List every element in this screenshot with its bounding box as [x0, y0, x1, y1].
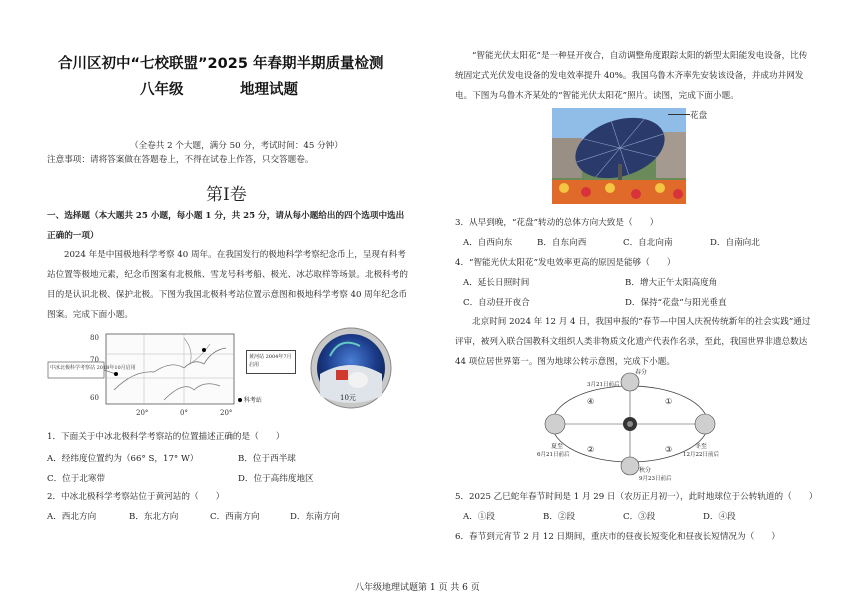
q2-option-b: B．东北方向: [129, 512, 179, 522]
q5-option-d: D．④段: [703, 512, 736, 522]
orbit-summer-date: 6月21日前后: [537, 452, 570, 458]
q2-option-d: D．东南方向: [290, 512, 340, 522]
q1-option-c: C．位于北寒带: [47, 474, 106, 484]
notice: 注意事项：请将答案做在答题卷上，不得在试卷上作答，只交答题卷。: [47, 155, 314, 165]
lon-0-label: 0°: [180, 409, 188, 417]
q5-option-a: A．①段: [463, 512, 495, 522]
q1-option-a: A．经纬度位置约为（66° S，17° W）: [47, 454, 199, 464]
earth-summer: [545, 414, 565, 434]
orbit-autumn: 秋分: [639, 467, 652, 474]
q2-option-c: C．西南方向: [210, 512, 260, 522]
earth-winter: [695, 414, 715, 434]
solar-flower-photo: [552, 108, 686, 204]
q3-stem: 3．从早到晚，“花盘”转动的总体方向大致是（ ）: [455, 218, 659, 228]
lat-80-label: 80: [90, 334, 99, 342]
map-legend: [238, 395, 262, 404]
q6-stem: 6．春节到元宵节 2 月 12 日期间，重庆市的昼夜长短变化和昼夜长短情况为（ ）: [455, 532, 780, 542]
coin-value: 10元: [340, 394, 356, 402]
q3-option-a: A．自西向东: [463, 238, 513, 248]
station-marker: [114, 372, 118, 376]
q5-option-b: B．②段: [543, 512, 576, 522]
exam-info: （全卷共 2 个大题，满分 50 分，考试时间：45 分钟）: [130, 141, 343, 151]
flower-label: 花盘: [690, 111, 708, 121]
passage-solar-flower: “智能光伏太阳花”是一种昼开夜合，自动调整角度跟踪太阳的新型太阳能发电设备，比传统固定式光伏发电设备的发电效率提升 40%。我国乌鲁木齐率先安装该设备，并成功并网发电。下图为乌鲁木齐某处的“智能光伏太阳花”照片。读图，完成下面小题。: [455, 51, 808, 101]
q1-option-b: B．位于西半球: [238, 454, 296, 464]
q4-option-b: B．增大正午太阳高度角: [625, 278, 718, 288]
subject-label: 地理试题: [240, 82, 298, 98]
orbit-seg-2: ②: [587, 445, 595, 454]
earth-revolution-diagram: [535, 368, 725, 482]
q4-option-a: A．延长日照时间: [463, 278, 530, 288]
volume-title: 第Ⅰ卷: [206, 185, 247, 205]
orbit-spring-date: 3月21日前后: [587, 382, 620, 388]
q4-option-d: D．保持“花盘”与阳光垂直: [625, 298, 727, 308]
section-instruction: 一、选择题（本大题共 25 小题，每小题 1 分，共 25 分，请从每小题给出的四个选项中选出正确的一项）: [47, 211, 405, 241]
page-footer: 八年级地理试题第 1 页 共 6 页: [355, 583, 480, 593]
orbit-autumn-date: 9月23日前后: [639, 476, 672, 482]
orbit-seg-1: ①: [665, 397, 673, 406]
lon-20b-label: 20°: [220, 409, 233, 417]
commemorative-coin: [310, 326, 392, 410]
earth-autumn: [621, 457, 639, 475]
flower-label-line: [668, 114, 690, 115]
q4-option-c: C．自动昼开夜合: [463, 298, 530, 308]
orbit-seg-4: ④: [587, 397, 595, 406]
grade-label: 八年级: [140, 82, 184, 98]
q5-stem: 5．2025 乙巳蛇年春节时间是 1 月 29 日（农历正月初一），此时地球位于公转轨道的（ ）: [455, 492, 818, 502]
passage-polar: 2024 年是中国极地科学考察 40 周年。在我国发行的极地科学考察纪念币上，呈现有科考站位置等极地元素，纪念币图案有北极熊、雪龙号科考船、极光、冰芯取样等场景。北极科考的目的是认识北极、保护北极。下图为我国北极科考站位置示意图和极地科学考察 40 周年纪念币图案。完成下面小题。: [47, 250, 408, 320]
huanghe-box: 黄河站 2004年7月启用: [246, 350, 296, 374]
q5-option-c: C．③段: [623, 512, 656, 522]
orbit-spring: 春分: [635, 369, 648, 376]
q2-stem: 2．中冰北极科学考察站位于黄河站的（ ）: [47, 492, 225, 502]
q4-stem: 4．“智能光伏太阳花”发电效率更高的原因是能够（ ）: [455, 258, 676, 268]
orbit-winter: 冬至: [695, 443, 708, 450]
orbit-summer: 夏至: [551, 443, 564, 450]
huanghe-marker: [202, 348, 206, 352]
q3-option-b: B．自东向西: [537, 238, 587, 248]
station-box-label: 中冰北极科学考察站 2018年10月启用: [50, 365, 136, 371]
lon-20a-label: 20°: [136, 409, 149, 417]
q3-option-d: D．自南向北: [710, 238, 760, 248]
q1-stem: 1．下面关于中冰北极科学考察站的位置描述正确的是（ ）: [47, 432, 285, 442]
lat-70-label: 70: [90, 356, 99, 364]
legend-label: 科考站: [243, 397, 262, 404]
passage-spring-festival: 北京时间 2024 年 12 月 4 日，我国申报的“春节—中国人庆祝传统新年的社会实践”通过评审，被列入联合国教科文组织人类非物质文化遗产代表作名录，至此，我国世界非遗总数达 44 项位居世界第一。图为地球公转示意图，完成下小题。: [455, 317, 811, 367]
orbit-seg-3: ③: [665, 445, 673, 454]
q3-option-c: C．自北向南: [623, 238, 673, 248]
arctic-station-map: [44, 330, 249, 418]
q1-option-d: D．位于高纬度地区: [238, 474, 314, 484]
orbit-winter-date: 12月22日前后: [683, 452, 719, 458]
q2-option-a: A．西北方向: [47, 512, 97, 522]
lat-60-label: 60: [90, 394, 99, 402]
exam-title: 合川区初中“七校联盟”2025 年春期半期质量检测: [58, 56, 384, 72]
